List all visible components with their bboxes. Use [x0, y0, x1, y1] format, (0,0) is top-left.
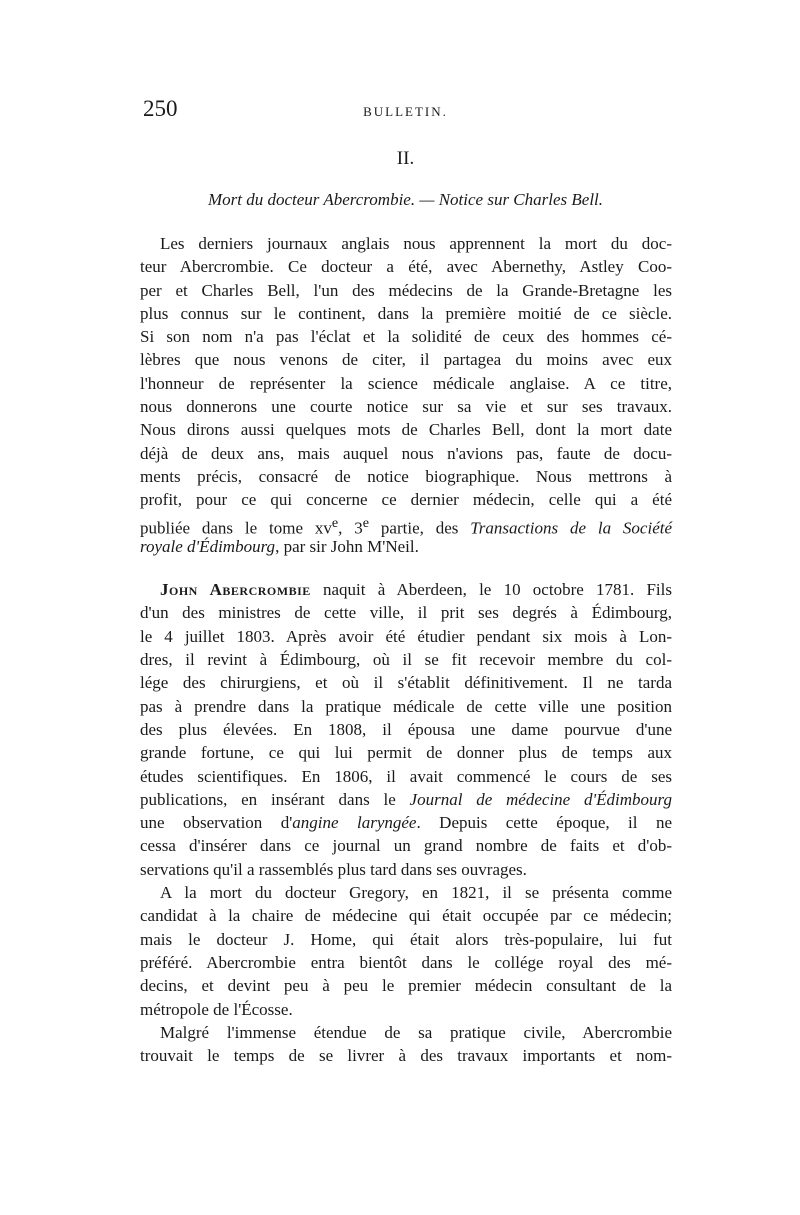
text-line: nous donnerons une courte notice sur sa vie et sur ses travaux. — [140, 397, 672, 417]
text-run: publications, en insérant dans le — [140, 789, 410, 809]
person-name: John Abercrombie — [160, 580, 311, 600]
text-line: pas à prendre dans la pratique médicale de cette ville une position — [140, 696, 672, 716]
text-line — [140, 788, 672, 811]
text-line: l'honneur de représenter la science médicale anglaise. A ce titre, — [140, 373, 672, 393]
text-line: déjà de deux ans, mais auquel nous n'avions pas, faute de docu- — [140, 443, 672, 463]
text-run: une observation d' — [140, 813, 293, 833]
text-line: teur Abercrombie. Ce docteur a été, avec Abernethy, Astley Coo- — [140, 257, 672, 277]
text-run: naquit à Aberdeen, le 10 octobre 1781. Fils — [310, 580, 672, 600]
paragraph-gap — [140, 558, 672, 578]
text-line: ments précis, consacré de notice biographique. Nous mettrons à — [140, 466, 672, 486]
text-run: publiée dans le tome xv — [140, 518, 332, 538]
text-run: . Depuis cette époque, il ne — [416, 813, 672, 833]
text-line: per et Charles Bell, l'un des médecins de la Grande-Bretagne les — [140, 280, 672, 300]
diagnosis-term: angine laryngée — [292, 813, 417, 833]
text-line: le 4 juillet 1803. Après avoir été étudier pendant six mois à Lon- — [140, 626, 672, 646]
text-line — [140, 811, 672, 834]
text-line: servations qu'il a rassemblés plus tard dans ses ouvrages. — [140, 859, 527, 879]
page-number: 250 — [143, 96, 178, 121]
journal-title: Journal de médecine d'Édimbourg — [409, 789, 673, 809]
text-line: études scientifiques. En 1806, il avait commencé le cours de ses — [140, 766, 672, 786]
text-line: profit, pour ce qui concerne ce dernier médecin, celle qui a été — [140, 490, 672, 510]
text-line — [140, 512, 673, 538]
superscript: e — [362, 514, 370, 531]
article-body — [140, 232, 672, 1067]
paragraph-1 — [140, 232, 672, 558]
text-line: lèbres que nous venons de citer, il partagea du moins avec eux — [140, 350, 672, 370]
running-head: BULLETIN. — [363, 104, 448, 119]
text-line: plus connus sur le continent, dans la première moitié de ce siècle. — [140, 303, 672, 323]
superscript: e — [331, 514, 339, 531]
text-line: A la mort du docteur Gregory, en 1821, il se présenta comme — [160, 883, 672, 903]
text-line: mais le docteur J. Home, qui était alors très-populaire, lui fut — [140, 929, 672, 949]
text-line: Malgré l'immense étendue de sa pratique civile, Abercrombie — [160, 1022, 672, 1042]
text-line: decins, et devint peu à peu le premier médecin consultant de la — [140, 976, 672, 996]
text-line: d'un des ministres de cette ville, il prit ses degrés à Édimbourg, — [140, 603, 672, 623]
text-line: dres, il revint à Édimbourg, où il se fit recevoir membre du col- — [140, 650, 672, 670]
text-line: des plus élevées. En 1808, il épousa une dame pourvue d'une — [140, 719, 672, 739]
section-title: Mort du docteur Abercrombie. — Notice sur Charles Bell. — [207, 190, 604, 209]
text-line: Les derniers journaux anglais nous apprennent la mort du doc- — [160, 234, 672, 253]
journal-title: Transactions de la Société — [470, 518, 673, 538]
text-line: candidat à la chaire de médecine qui était occupée par ce médecin; — [140, 906, 672, 926]
text-run: , par sir John M'Neil. — [275, 536, 419, 556]
text-line: cessa d'insérer dans ce journal un grand nombre de faits et d'ob- — [140, 836, 672, 856]
text-line — [140, 535, 672, 558]
journal-title: royale d'Édimbourg — [140, 536, 276, 556]
page-header — [143, 96, 668, 128]
text-line: Nous dirons aussi quelques mots de Charles Bell, dont la mort date — [140, 420, 672, 440]
text-line — [140, 578, 672, 601]
text-line: préféré. Abercrombie entra bientôt dans le collége royal des mé- — [140, 952, 672, 972]
paragraph-4 — [140, 1021, 672, 1068]
paragraph-3 — [140, 881, 672, 1021]
text-line: grande fortune, ce qui lui permit de donner plus de temps aux — [140, 743, 672, 763]
paragraph-2 — [140, 578, 672, 881]
text-line: Si son nom n'a pas l'éclat et la solidité de ceux des hommes cé- — [140, 327, 672, 347]
text-run: partie, des — [369, 518, 471, 538]
section-number: II. — [396, 148, 415, 169]
text-run: , 3 — [338, 518, 363, 538]
text-line: métropole de l'Écosse. — [140, 999, 293, 1019]
text-line: lége des chirurgiens, et où il s'établit définitivement. Il ne tarda — [140, 673, 672, 693]
text-line: trouvait le temps de se livrer à des travaux importants et nom- — [140, 1046, 672, 1066]
